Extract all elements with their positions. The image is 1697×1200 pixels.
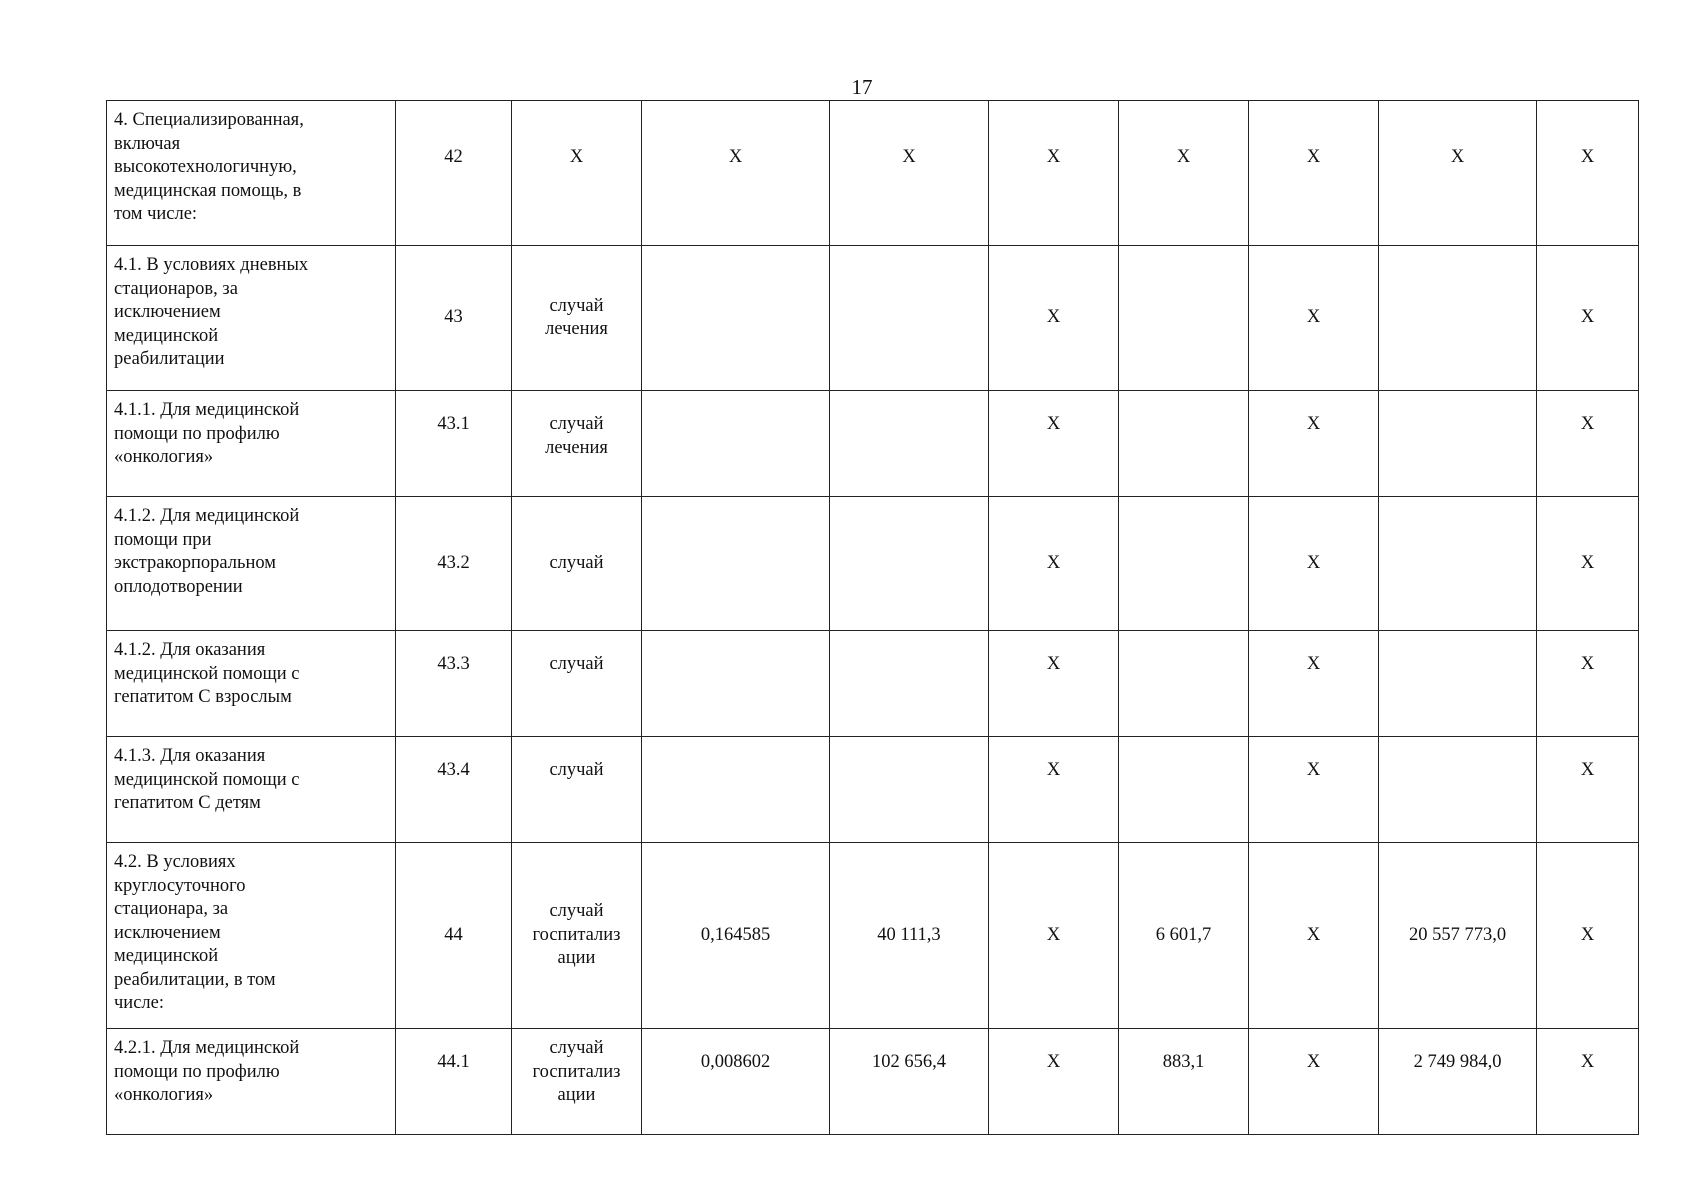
row-code-cell: 43.4 <box>396 737 512 843</box>
page-number: 17 <box>851 75 873 99</box>
table-row <box>107 101 1639 246</box>
value-cell: Х <box>642 101 830 246</box>
row-name-cell: 4. Специализированная, включая высокотехнологичную, медицинская помощь, в том числе: <box>107 101 396 246</box>
value-cell: 6 601,7 <box>1119 843 1249 1029</box>
table-row <box>107 631 1639 737</box>
value-cell <box>1119 391 1249 497</box>
row-name-cell: 4.2. В условиях круглосуточного стационара, за исключением медицинской реабилитации, в том числе: <box>107 843 396 1029</box>
row-code-cell: 44.1 <box>396 1029 512 1135</box>
unit-cell: случай <box>512 631 642 737</box>
row-name-cell: 4.1.2. Для медицинской помощи при экстракорпоральном оплодотворении <box>107 497 396 631</box>
value-cell: Х <box>989 391 1119 497</box>
row-name-cell: 4.1.3. Для оказания медицинской помощи с гепатитом С детям <box>107 737 396 843</box>
value-cell: 0,008602 <box>642 1029 830 1135</box>
value-cell: Х <box>1537 631 1639 737</box>
table-row <box>107 737 1639 843</box>
value-cell: Х <box>989 1029 1119 1135</box>
value-cell: Х <box>830 101 989 246</box>
value-cell: Х <box>989 737 1119 843</box>
row-name-cell: 4.1.2. Для оказания медицинской помощи с гепатитом С взрослым <box>107 631 396 737</box>
value-cell <box>1119 631 1249 737</box>
row-code-cell: 43.2 <box>396 497 512 631</box>
funding-table <box>106 100 1639 1135</box>
table-row <box>107 246 1639 391</box>
unit-cell: случай лечения <box>512 246 642 391</box>
value-cell <box>830 391 989 497</box>
unit-cell: случай госпитализ ации <box>512 843 642 1029</box>
value-cell <box>1379 631 1537 737</box>
value-cell <box>830 497 989 631</box>
row-code-cell: 42 <box>396 101 512 246</box>
table-row <box>107 391 1639 497</box>
value-cell <box>642 497 830 631</box>
value-cell <box>1379 246 1537 391</box>
value-cell: 2 749 984,0 <box>1379 1029 1537 1135</box>
value-cell: Х <box>1537 843 1639 1029</box>
unit-cell: случай <box>512 497 642 631</box>
value-cell: Х <box>1537 391 1639 497</box>
value-cell <box>642 391 830 497</box>
value-cell <box>1119 497 1249 631</box>
value-cell: Х <box>1249 631 1379 737</box>
value-cell: 102 656,4 <box>830 1029 989 1135</box>
value-cell: 40 111,3 <box>830 843 989 1029</box>
value-cell: 20 557 773,0 <box>1379 843 1537 1029</box>
value-cell: 0,164585 <box>642 843 830 1029</box>
value-cell: Х <box>989 101 1119 246</box>
value-cell: Х <box>1249 101 1379 246</box>
value-cell <box>1119 737 1249 843</box>
value-cell <box>642 631 830 737</box>
value-cell <box>830 737 989 843</box>
value-cell <box>642 246 830 391</box>
table-row <box>107 843 1639 1029</box>
value-cell <box>642 737 830 843</box>
value-cell <box>1119 246 1249 391</box>
value-cell <box>1379 391 1537 497</box>
value-cell: Х <box>1379 101 1537 246</box>
row-name-cell: 4.2.1. Для медицинской помощи по профилю «онкология» <box>107 1029 396 1135</box>
value-cell: Х <box>1537 497 1639 631</box>
value-cell: Х <box>1537 101 1639 246</box>
value-cell: Х <box>1249 737 1379 843</box>
row-name-cell: 4.1. В условиях дневных стационаров, за исключением медицинской реабилитации <box>107 246 396 391</box>
unit-cell: случай лечения <box>512 391 642 497</box>
value-cell: Х <box>1249 246 1379 391</box>
row-code-cell: 44 <box>396 843 512 1029</box>
value-cell: Х <box>1249 391 1379 497</box>
value-cell <box>830 631 989 737</box>
row-code-cell: 43 <box>396 246 512 391</box>
value-cell: Х <box>1249 1029 1379 1135</box>
unit-cell: Х <box>512 101 642 246</box>
table-row <box>107 497 1639 631</box>
value-cell: Х <box>1249 843 1379 1029</box>
unit-cell: случай <box>512 737 642 843</box>
value-cell: Х <box>989 497 1119 631</box>
value-cell: Х <box>1537 246 1639 391</box>
value-cell: Х <box>1537 737 1639 843</box>
value-cell: Х <box>989 843 1119 1029</box>
row-code-cell: 43.3 <box>396 631 512 737</box>
row-code-cell: 43.1 <box>396 391 512 497</box>
value-cell <box>1379 737 1537 843</box>
value-cell: Х <box>1119 101 1249 246</box>
table-row <box>107 1029 1639 1135</box>
value-cell: Х <box>1537 1029 1639 1135</box>
value-cell: Х <box>989 246 1119 391</box>
value-cell: Х <box>1249 497 1379 631</box>
value-cell: 883,1 <box>1119 1029 1249 1135</box>
unit-cell: случай госпитализ ации <box>512 1029 642 1135</box>
value-cell <box>1379 497 1537 631</box>
row-name-cell: 4.1.1. Для медицинской помощи по профилю «онкология» <box>107 391 396 497</box>
value-cell: Х <box>989 631 1119 737</box>
value-cell <box>830 246 989 391</box>
